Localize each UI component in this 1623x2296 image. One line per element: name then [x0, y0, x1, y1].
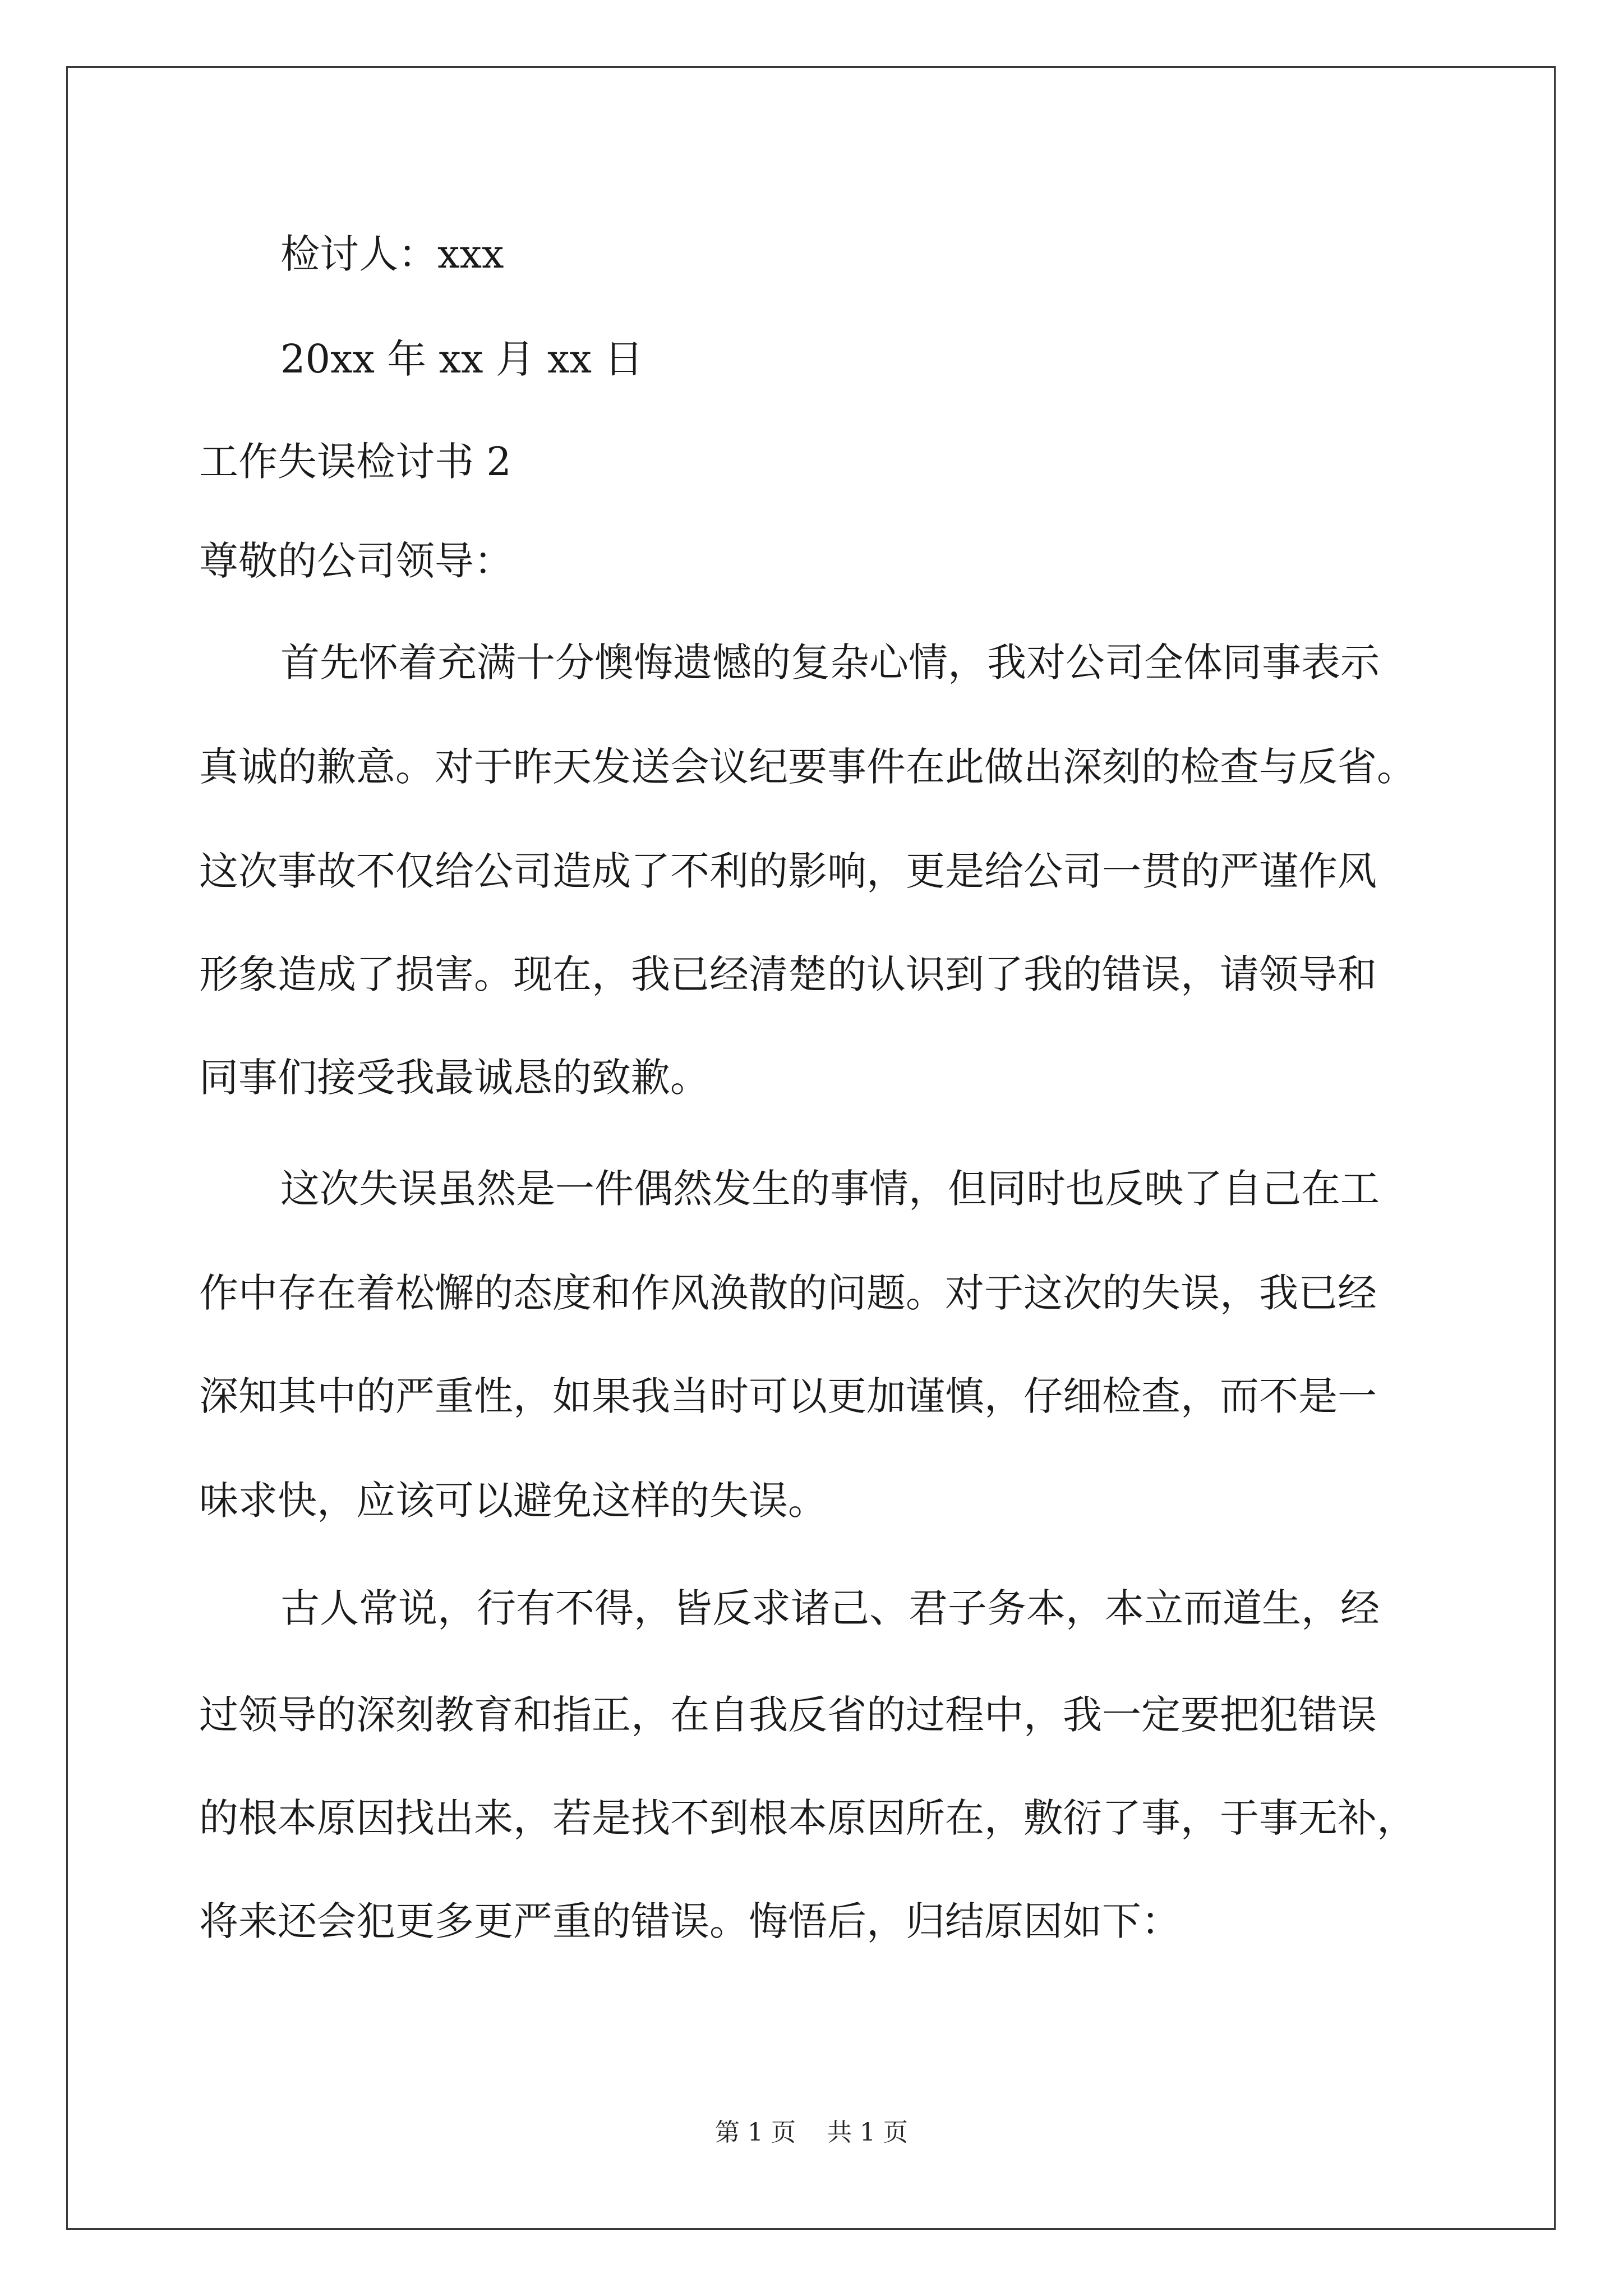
paragraph-line: 这次失误虽然是一件偶然发生的事情，但同时也反映了自己在工 [280, 1166, 1380, 1212]
salutation: 尊敬的公司领导： [199, 538, 513, 584]
paragraph-line: 味求快，应该可以避免这样的失误。 [199, 1478, 827, 1524]
section-title: 工作失误检讨书 2 [199, 439, 511, 485]
signature-name: 检讨人：xxx [280, 231, 504, 277]
paragraph-line: 过领导的深刻教育和指正，在自我反省的过程中，我一定要把犯错误 [199, 1692, 1377, 1738]
paragraph-line: 真诚的歉意。对于昨天发送会议纪要事件在此做出深刻的检查与反省。 [199, 744, 1416, 790]
paragraph-line: 形象造成了损害。现在，我已经清楚的认识到了我的错误，请领导和 [199, 951, 1377, 997]
paragraph-line: 同事们接受我最诚恳的致歉。 [199, 1055, 709, 1101]
paragraph-line: 作中存在着松懈的态度和作风涣散的问题。对于这次的失误，我已经 [199, 1270, 1377, 1316]
signature-date: 20xx 年 xx 月 xx 日 [280, 336, 644, 382]
paragraph-line: 的根本原因找出来，若是找不到根本原因所在，敷衍了事，于事无补， [199, 1795, 1416, 1841]
paragraph-line: 古人常说，行有不得，皆反求诸己、君子务本，本立而道生，经 [280, 1585, 1380, 1631]
paragraph-line: 这次事故不仅给公司造成了不利的影响，更是给公司一贯的严谨作风 [199, 848, 1377, 894]
page-number-footer: 第 1 页 共 1 页 [715, 2118, 908, 2147]
paragraph-line: 深知其中的严重性，如果我当时可以更加谨慎，仔细检查，而不是一 [199, 1373, 1377, 1419]
paragraph-line: 将来还会犯更多更严重的错误。悔悟后，归结原因如下： [199, 1898, 1181, 1944]
paragraph-line: 首先怀着充满十分懊悔遗憾的复杂心情，我对公司全体同事表示 [280, 639, 1380, 685]
